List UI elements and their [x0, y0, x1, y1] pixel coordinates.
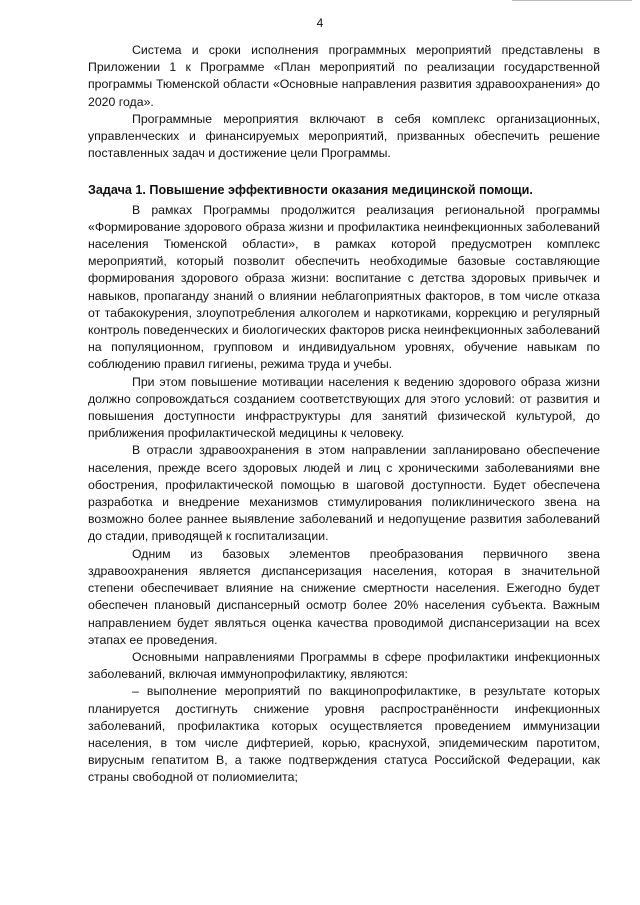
section-paragraph-2: При этом повышение мотивации населения к ведению здорового образа жизни должно сопровождаться созданием соответствующих для этого условий: от развития и повышения доступности инфраструктуры для занятий физической культурой, до приближения профилактической медицины к человеку.	[88, 374, 600, 441]
intro-paragraph-2: Программные мероприятия включают в себя комплекс организационных, управленческих и финансируемых мероприятий, призванных обеспечить решение поставленных задач и достижение цели Программы.	[88, 111, 600, 161]
section-paragraph-6: – выполнение мероприятий по вакцинопрофилактике, в результате которых планируется достигнуть снижение уровня распространённости инфекционных заболеваний, профилактика которых осуществляется проведением иммунизации населения, в том числе дифтерией, корью, краснухой, эпидемическим паротитом, вирусным гепатитом В, а также подтверждения статуса Российской Федерации, как страны свободной от полиомиелита;	[88, 684, 600, 785]
section-paragraph-3: В отрасли здравоохранения в этом направлении запланировано обеспечение населения, прежде всего здоровых людей и лиц с хроническими заболеваниями вне обострения, профилактической помощью в шаговой доступности. Будет обеспечена разработка и внедрение механизмов стимулирования поликлинического звена на возможно более раннее выявление заболеваний и недопущение развития заболеваний до стадии, приводящей к госпитализации.	[88, 443, 600, 544]
page-number: 4	[316, 16, 324, 30]
top-rule	[512, 0, 632, 1]
section-paragraph-1: В рамках Программы продолжится реализация региональной программы «Формирование здорового образа жизни и профилактика неинфекционных заболеваний населения Тюменской области», в рамках которой предусмотрен комплекс мероприятий, который позволит обеспечить необходимые базовые составляющие формирования здорового образа жизни: воспитание с детства здоровых привычек и навыков, пропаганду знаний о влиянии неблагоприятных факторов, в том числе отказа от табакокурения, злоупотребления алкоголем и наркотиками, коррекцию и регулярный контроль поведенческих и биологических факторов риска неинфекционных заболеваний на популяционном, групповом и индивидуальном уровнях, обучение навыкам по соблюдению правил гигиены, режима труда и учебы.	[88, 202, 600, 372]
section-paragraph-5: Основными направлениями Программы в сфере профилактики инфекционных заболеваний, включая иммунопрофилактику, являются:	[88, 649, 600, 682]
section-paragraph-4: Одним из базовых элементов преобразования первичного звена здравоохранения является диспансеризация населения, которая в значительной степени обеспечивает влияние на снижение смертности населения. Ежегодно будет обеспечен плановый диспансерный осмотр более 20% населения субъекта. Важным направлением будет являться оценка качества проводимой диспансеризации на всех этапах ее проведения.	[88, 546, 600, 647]
intro-paragraph-1: Система и сроки исполнения программных мероприятий представлены в Приложении 1 к Программе «План мероприятий по реализации государственной программы Тюменской области «Основные направления развития здравоохранения» до 2020 года».	[88, 43, 600, 109]
document-body	[88, 42, 600, 787]
section-heading: Задача 1. Повышение эффективности оказания медицинской помощи.	[88, 183, 533, 198]
